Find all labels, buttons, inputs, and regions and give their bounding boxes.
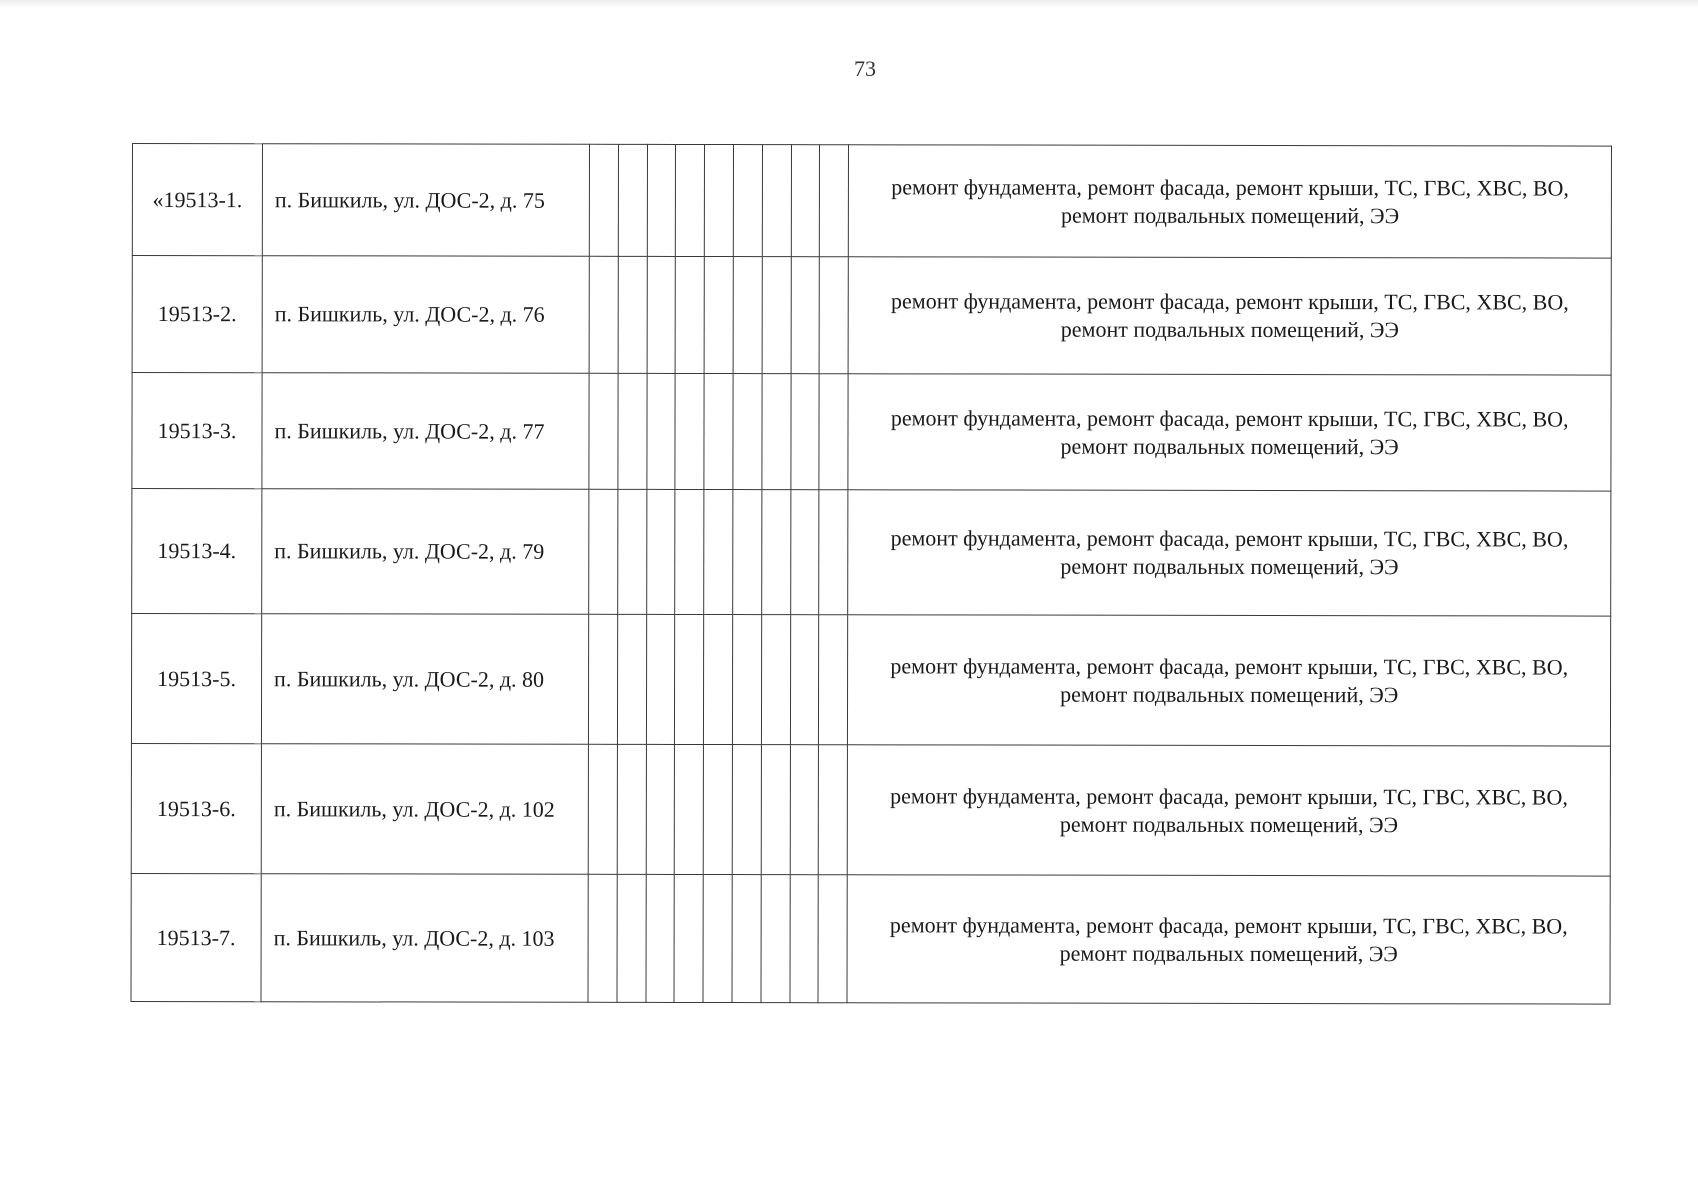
empty-cell: [819, 257, 848, 374]
row-code: 19513-6.: [131, 743, 261, 873]
empty-cell: [733, 145, 762, 257]
empty-cell: [646, 489, 675, 614]
empty-cell: [791, 145, 820, 257]
empty-cell: [762, 374, 791, 490]
empty-cell: [588, 614, 617, 744]
empty-cell: [588, 874, 617, 1002]
row-works: ремонт фундамента, ремонт фасада, ремонт крыши, ТС, ГВС, ХВС, ВО, ремонт подвальных помещений, ЭЭ: [848, 490, 1611, 616]
row-address: п. Бишкиль, ул. ДОС-2, д. 77: [262, 373, 589, 490]
empty-cell: [762, 257, 791, 374]
row-works: ремонт фундамента, ремонт фасада, ремонт крыши, ТС, ГВС, ХВС, ВО, ремонт подвальных помещений, ЭЭ: [848, 257, 1611, 375]
works-table: [131, 143, 1613, 1005]
empty-cell: [589, 144, 618, 256]
empty-cell: [618, 256, 647, 373]
row-code: 19513-2.: [132, 256, 262, 373]
empty-cell: [819, 745, 848, 875]
empty-cell: [617, 614, 646, 744]
row-address: п. Бишкиль, ул. ДОС-2, д. 80: [261, 614, 588, 745]
empty-cell: [704, 256, 733, 373]
empty-cell: [704, 144, 733, 256]
row-code: 19513-5.: [131, 614, 261, 744]
empty-cell: [761, 875, 790, 1003]
scan-edge: [0, 0, 1698, 8]
empty-cell: [618, 144, 647, 256]
empty-cell: [647, 256, 676, 373]
empty-cell: [704, 373, 733, 489]
row-address: п. Бишкиль, ул. ДОС-2, д. 102: [261, 744, 588, 875]
empty-cell: [646, 373, 675, 489]
empty-cell: [618, 373, 647, 489]
empty-cell: [820, 145, 849, 257]
page-number: 73: [854, 56, 876, 81]
empty-cell: [819, 490, 848, 615]
table-row: [132, 144, 1611, 259]
row-address: п. Бишкиль, ул. ДОС-2, д. 75: [262, 144, 589, 257]
row-code: 19513-7.: [131, 873, 261, 1001]
empty-cell: [675, 614, 704, 744]
row-code: 19513-4.: [132, 489, 262, 614]
row-address: п. Бишкиль, ул. ДОС-2, д. 79: [262, 489, 589, 615]
empty-cell: [589, 373, 618, 489]
row-code: «19513-1.: [132, 144, 262, 256]
table-row: [132, 373, 1611, 492]
empty-cell: [733, 257, 762, 374]
empty-cell: [646, 874, 675, 1002]
empty-cell: [790, 875, 819, 1003]
table-row: [131, 873, 1610, 1004]
empty-cell: [646, 744, 675, 874]
empty-cell: [762, 145, 791, 257]
empty-cell: [675, 256, 704, 373]
empty-cell: [588, 744, 617, 874]
empty-cell: [617, 874, 646, 1002]
empty-cell: [589, 489, 618, 614]
empty-cell: [790, 490, 819, 615]
empty-cell: [732, 745, 761, 875]
empty-cell: [646, 614, 675, 744]
row-works: ремонт фундамента, ремонт фасада, ремонт крыши, ТС, ГВС, ХВС, ВО, ремонт подвальных помещений, ЭЭ: [848, 615, 1611, 746]
empty-cell: [617, 744, 646, 874]
empty-cell: [732, 615, 761, 745]
empty-cell: [703, 874, 732, 1002]
empty-cell: [647, 144, 676, 256]
row-address: п. Бишкиль, ул. ДОС-2, д. 103: [261, 874, 588, 1003]
table-row: [131, 614, 1610, 747]
empty-cell: [733, 374, 762, 490]
row-works: ремонт фундамента, ремонт фасада, ремонт крыши, ТС, ГВС, ХВС, ВО, ремонт подвальных помещений, ЭЭ: [848, 374, 1611, 491]
empty-cell: [617, 489, 646, 614]
row-address: п. Бишкиль, ул. ДОС-2, д. 76: [262, 256, 589, 374]
empty-cell: [790, 374, 819, 490]
row-works: ремонт фундамента, ремонт фасада, ремонт крыши, ТС, ГВС, ХВС, ВО, ремонт подвальных помещений, ЭЭ: [847, 875, 1610, 1004]
empty-cell: [761, 490, 790, 615]
empty-cell: [819, 374, 848, 490]
empty-cell: [675, 373, 704, 489]
table-row: [132, 256, 1611, 376]
empty-cell: [675, 489, 704, 614]
table-row: [131, 743, 1610, 876]
empty-cell: [704, 614, 733, 744]
empty-cell: [819, 615, 848, 745]
empty-cell: [761, 615, 790, 745]
empty-cell: [732, 875, 761, 1003]
empty-cell: [675, 744, 704, 874]
empty-cell: [589, 256, 618, 373]
row-works: ремонт фундамента, ремонт фасада, ремонт крыши, ТС, ГВС, ХВС, ВО, ремонт подвальных помещений, ЭЭ: [848, 145, 1611, 258]
empty-cell: [676, 144, 705, 256]
table-row: [132, 489, 1611, 617]
empty-cell: [790, 745, 819, 875]
empty-cell: [674, 874, 703, 1002]
empty-cell: [818, 875, 847, 1003]
row-code: 19513-3.: [132, 373, 262, 489]
empty-cell: [761, 745, 790, 875]
table-body: [131, 144, 1612, 1005]
empty-cell: [791, 257, 820, 374]
empty-cell: [704, 489, 733, 614]
empty-cell: [703, 744, 732, 874]
empty-cell: [733, 490, 762, 615]
row-works: ремонт фундамента, ремонт фасада, ремонт крыши, ТС, ГВС, ХВС, ВО, ремонт подвальных помещений, ЭЭ: [847, 745, 1610, 876]
empty-cell: [790, 615, 819, 745]
